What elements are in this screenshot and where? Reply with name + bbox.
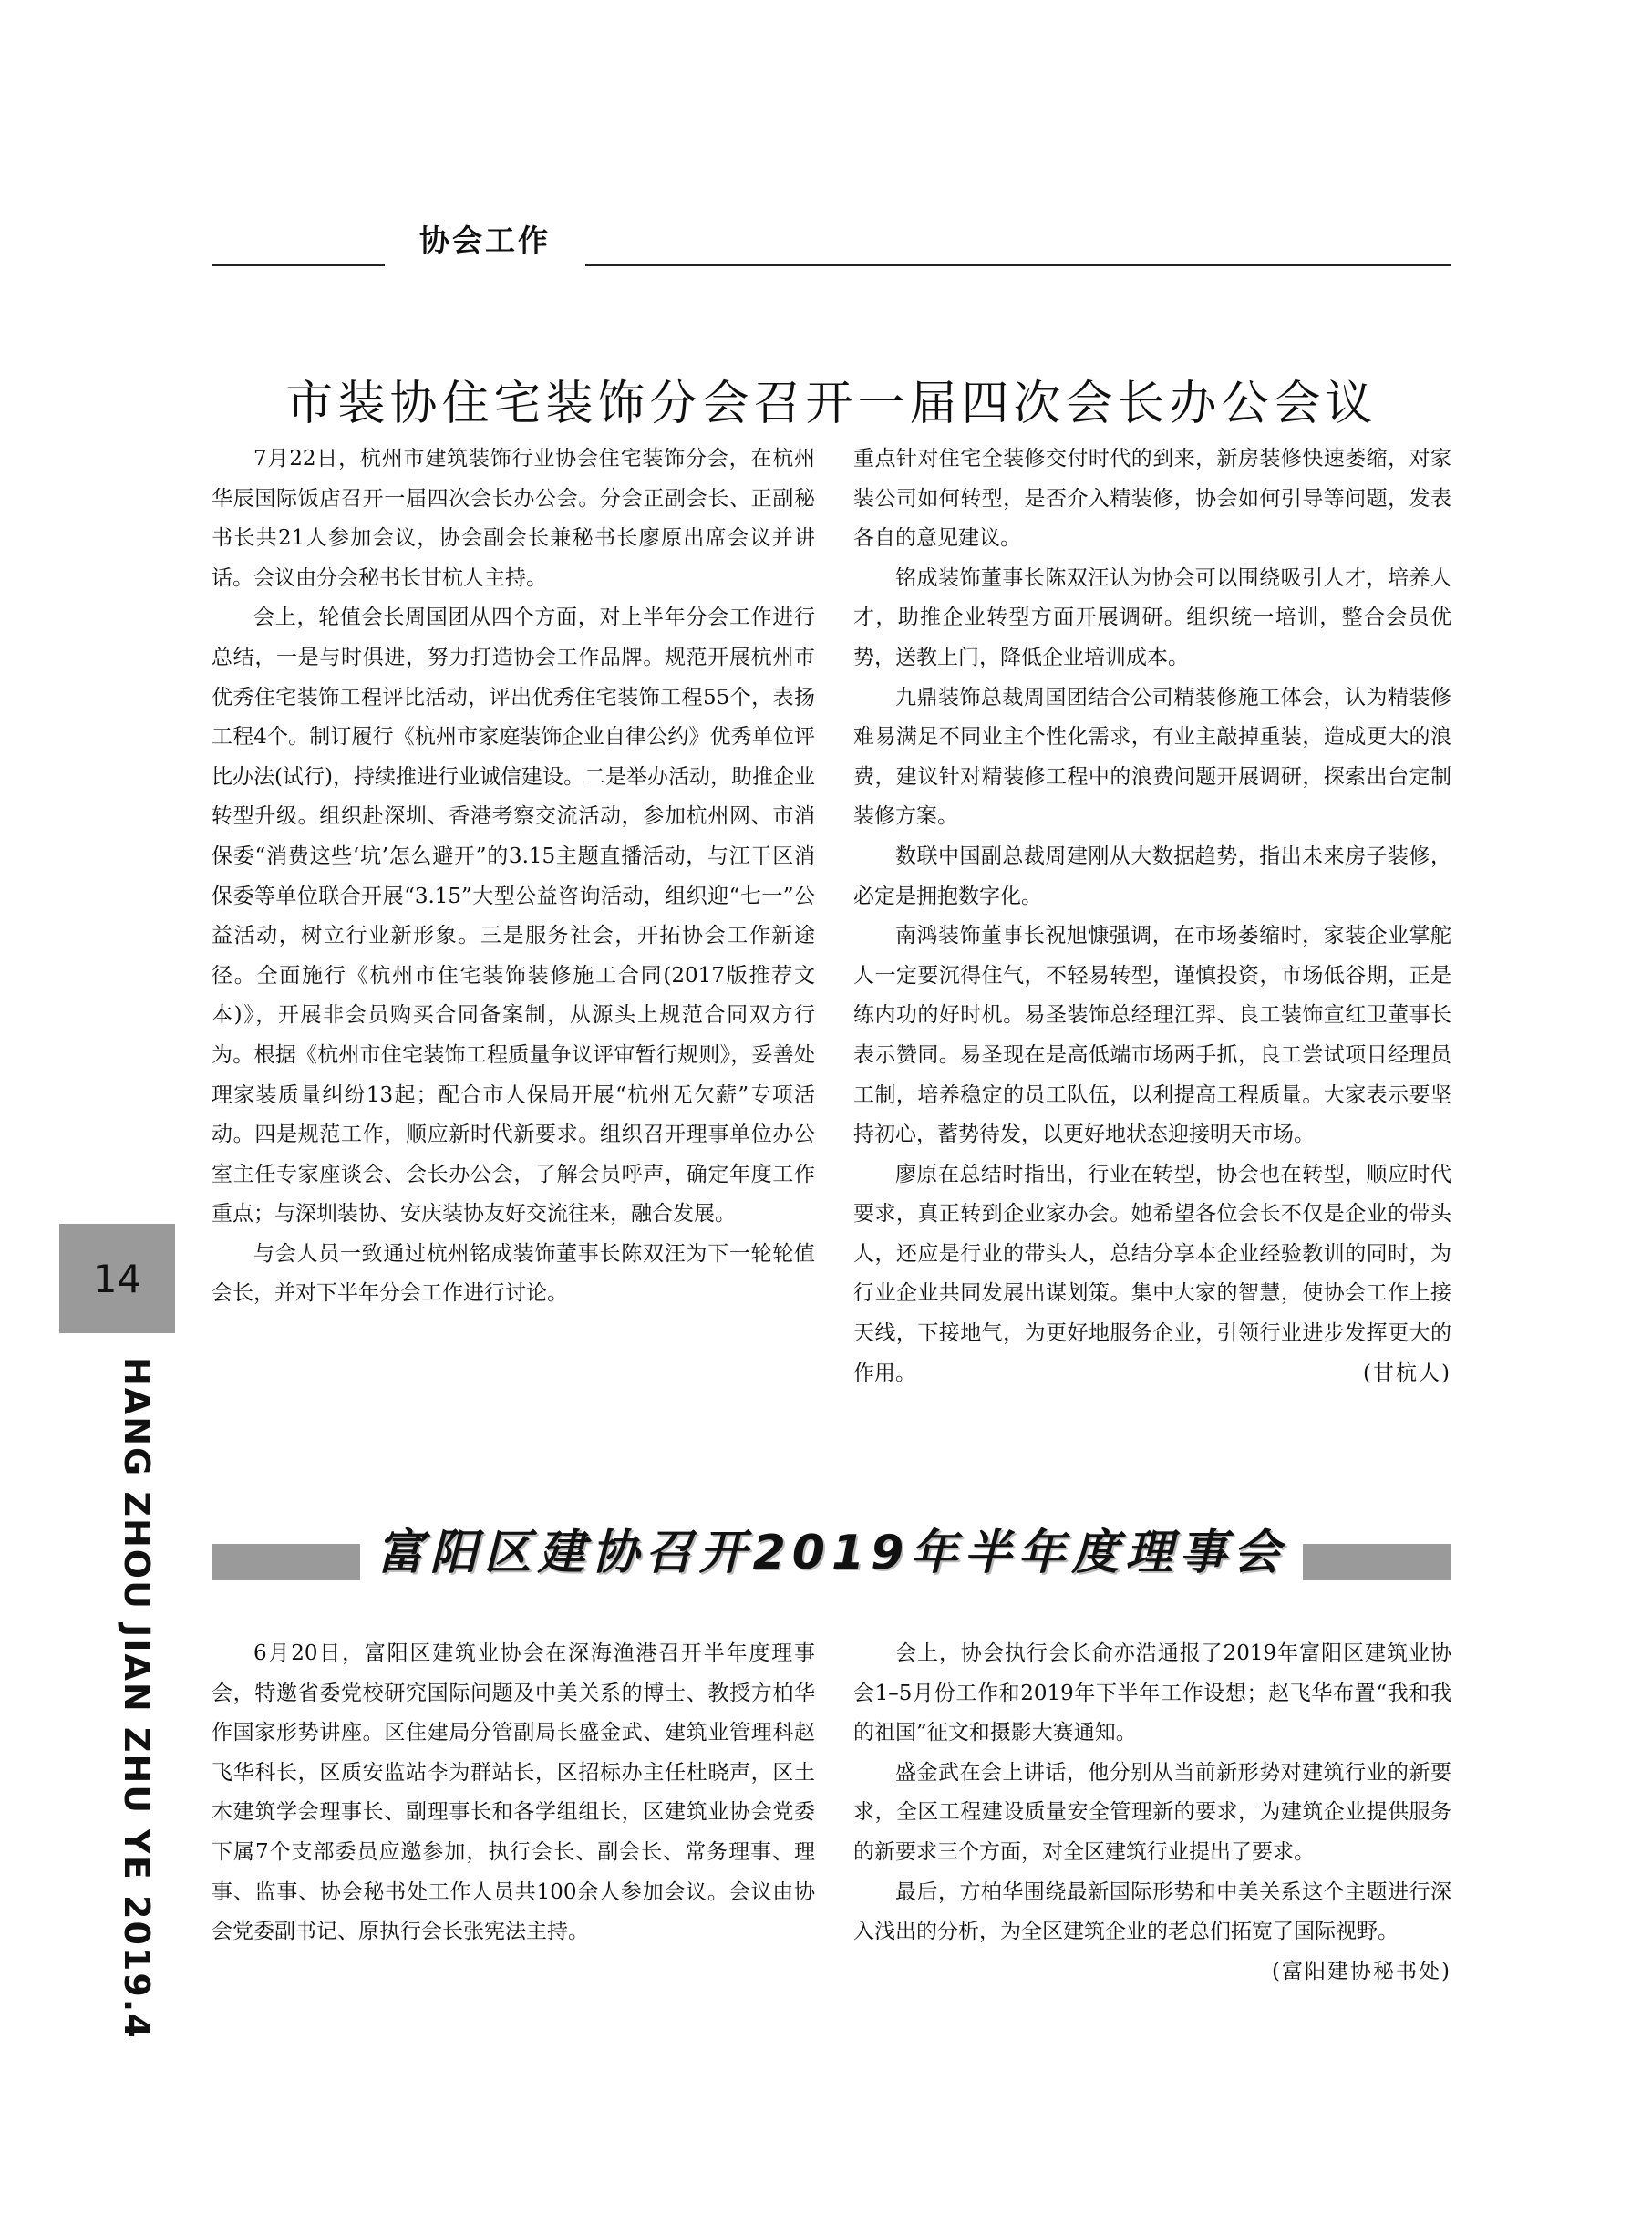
article1-paragraph: 与会人员一致通过杭州铭成装饰董事长陈双汪为下一轮轮值会长，并对下半年分会工作进行讨论。: [212, 1241, 815, 1306]
section-label: 协会工作: [419, 223, 551, 258]
article1-paragraph: 九鼎装饰总裁周国团结合公司精装修施工体会，认为精装修难易满足不同业主个性化需求，有业主敲掉重装，造成更大的浪费，建议针对精装修工程中的浪费问题开展调研，探索出台定制装修方案。: [853, 685, 1451, 829]
article2-paragraph-last: [853, 1873, 1451, 1983]
article2-left-column: [212, 1634, 815, 1952]
article1-last-text: 廖原在总结时指出，行业在转型，协会也在转型，顺应时代要求，真正转到企业家办会。她希望各位会长不仅是企业的带头人，还应是行业的带头人，总结分享本企业经验教训的同时，为行业企业共同发展出谋划策。集中大家的智慧，使协会工作上接天线，下接地气，为更好地服务企业，引领行业进步发挥更大的作用。: [853, 1162, 1451, 1385]
article1-signature: (甘杭人): [1363, 1361, 1451, 1385]
article2-title-wrapper: [212, 1514, 1451, 1582]
header-rule-left: [212, 264, 385, 266]
article1-right-column: [853, 440, 1451, 1393]
article2-paragraph: 会上，协会执行会长俞亦浩通报了2019年富阳区建筑业协会1–5月份工作和2019年下半年工作设想；赵飞华布置“我和我的祖国”征文和摄影大赛通知。: [853, 1641, 1451, 1745]
article1-paragraph-last: [853, 1155, 1451, 1394]
article2-title: 富阳区建协召开2019年半年度理事会: [360, 1526, 1304, 1580]
article1-paragraph: 数联中国副总裁周建刚从大数据趋势，指出未来房子装修，必定是拥抱数字化。: [853, 844, 1451, 908]
article2-paragraph: 盛金武在会上讲话，他分别从当前新形势对建筑行业的新要求，全区工程建设质量安全管理新的要求，为建筑企业提供服务的新要求三个方面，对全区建筑行业提出了要求。: [853, 1760, 1451, 1864]
article1-paragraph: 7月22日，杭州市建筑装饰行业协会住宅装饰分会，在杭州华辰国际饭店召开一届四次会长办公会。分会正副会长、正副秘书长共21人参加会议，协会副会长兼秘书长廖原出席会议并讲话。会议由分会秘书长甘杭人主持。: [212, 447, 815, 590]
article2-right-column: [853, 1634, 1451, 1992]
article1-paragraph: 铭成装饰董事长陈双汪认为协会可以围绕吸引人才，培养人才，助推企业转型方面开展调研。组织统一培训，整合会员优势，送教上门，降低企业培训成本。: [853, 565, 1451, 669]
magazine-vertical-label: HANG ZHOU JIAN ZHU YE 2019.4: [117, 1357, 157, 2040]
page-number: 14: [92, 1256, 142, 1301]
article1-paragraph: 南鸿装饰董事长祝旭慷强调，在市场萎缩时，家装企业掌舵人一定要沉得住气，不轻易转型，谨慎投资，市场低谷期，正是练内功的好时机。易圣装饰总经理江羿、良工装饰宣红卫董事长表示赞同。易圣现在是高低端市场两手抓，良工尝试项目经理员工制，培养稳定的员工队伍，以利提高工程质量。大家表示要坚持初心，蓄势待发，以更好地状态迎接明天市场。: [853, 924, 1451, 1147]
article1-left-column: [212, 440, 815, 1314]
article2-signature: (富阳建协秘书处): [1272, 1959, 1451, 1983]
section-header: [212, 212, 1451, 266]
page-number-tab: [59, 1224, 175, 1333]
article1-paragraph: 会上，轮值会长周国团从四个方面，对上半年分会工作进行总结，一是与时俱进，努力打造协会工作品牌。规范开展杭州市优秀住宅装饰工程评比活动，评出优秀住宅装饰工程55个，表扬工程4个。制订履行《杭州市家庭装饰企业自律公约》优秀单位评比办法(试行)，持续推进行业诚信建设。二是举办活动，助推企业转型升级。组织赴深圳、香港考察交流活动，参加杭州网、市消保委“消费这些‘坑’怎么避开”的3.15主题直播活动，与江干区消保委等单位联合开展“3.15”大型公益咨询活动，组织迎“七一”公益活动，树立行业新形象。三是服务社会，开拓协会工作新途径。全面施行《杭州市住宅装饰装修施工合同(2017版推荐文本)》，开展非会员购买合同备案制，从源头上规范合同双方行为。根据《杭州市住宅装饰工程质量争议评审暂行规则》，妥善处理家装质量纠纷13起；配合市人保局开展“杭州无欠薪”专项活动。四是规范工作，顺应新时代新要求。组织召开理事单位办公室主任专家座谈会、会长办公会，了解会员呼声，确定年度工作重点；与深圳装协、安庆装协友好交流往来，融合发展。: [212, 606, 815, 1227]
article2-last-text: 最后，方柏华围绕最新国际形势和中美关系这个主题进行深入浅出的分析，为全区建筑企业的老总们拓宽了国际视野。: [853, 1879, 1451, 1944]
article2-paragraph: 6月20日，富阳区建筑业协会在深海渔港召开半年度理事会，特邀省委党校研究国际问题及中美关系的博士、教授方柏华作国家形势讲座。区住建局分管副局长盛金武、建筑业管理科赵飞华科长，区质安监站李为群站长，区招标办主任杜晓声，区土木建筑学会理事长、副理事长和各学组组长，区建筑业协会党委下属7个支部委员应邀参加，执行会长、副会长、常务理事、理事、监事、协会秘书处工作人员共100余人参加会议。会议由协会党委副书记、原执行会长张宪法主持。: [212, 1641, 815, 1944]
article1-title: 市装协住宅装饰分会召开一届四次会长办公会议: [285, 376, 1378, 431]
header-rule-right: [585, 264, 1451, 266]
article1-continuation: 重点针对住宅全装修交付时代的到来，新房装修快速萎缩，对家装公司如何转型，是否介入精装修，协会如何引导等问题，发表各自的意见建议。: [853, 447, 1451, 551]
